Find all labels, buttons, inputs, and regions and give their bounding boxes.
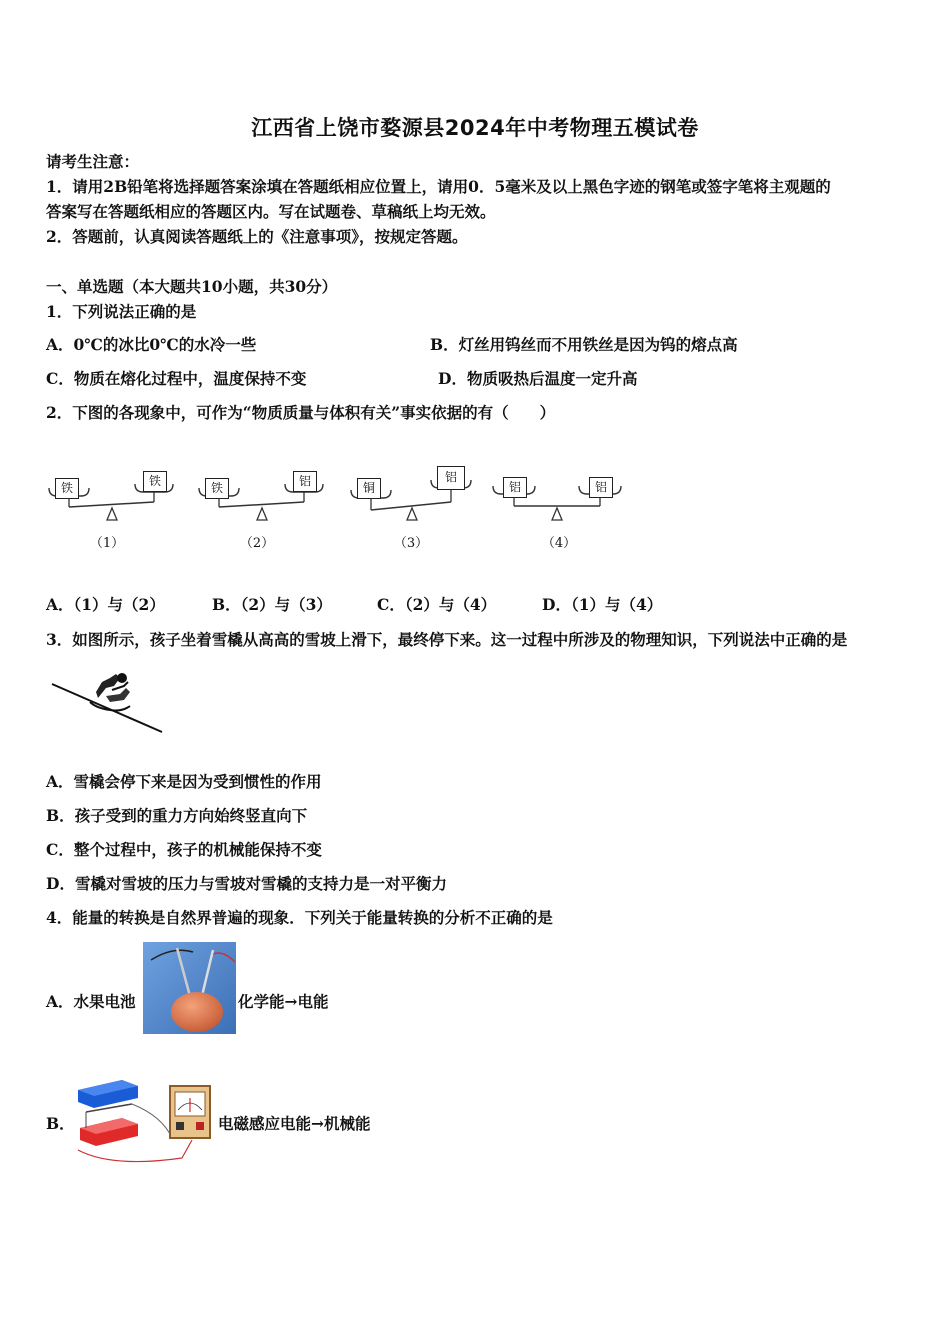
q2-option-b[interactable]: B．（2）与（3） xyxy=(212,595,332,614)
q2-stem: 2．下图的各现象中，可作为“物质质量与体积有关”事实依据的有（ ） xyxy=(46,403,556,422)
balance-figure-4 xyxy=(491,462,631,557)
q3-option-b[interactable]: B．孩子受到的重力方向始终竖直向下 xyxy=(46,806,308,825)
q1-option-d[interactable]: D．物质吸热后温度一定升高 xyxy=(438,369,638,388)
q4-option-b-text: 电磁感应电能→机械能 xyxy=(218,1114,371,1133)
balance-2-left-block: 铁 xyxy=(205,478,229,499)
notice-line-2: 2．答题前，认真阅读答题纸上的《注意事项》，按规定答题。 xyxy=(46,227,468,246)
notice-heading: 请考生注意： xyxy=(46,152,140,171)
q3-option-a[interactable]: A．雪橇会停下来是因为受到惯性的作用 xyxy=(46,772,322,791)
balance-figure-3 xyxy=(345,462,485,557)
q4-option-a-label[interactable]: A．水果电池 xyxy=(46,992,136,1011)
balance-1-caption: （1） xyxy=(89,536,125,551)
q3-option-d[interactable]: D．雪橇对雪坡的压力与雪坡对雪橇的支持力是一对平衡力 xyxy=(46,874,447,893)
q1-option-b[interactable]: B．灯丝用钨丝而不用铁丝是因为钨的熔点高 xyxy=(430,335,738,354)
balance-3-right-block: 铝 xyxy=(437,466,465,490)
q2-option-d[interactable]: D．（1）与（4） xyxy=(542,595,663,614)
q4-option-b-label[interactable]: B． xyxy=(46,1114,75,1133)
balance-3-caption: （3） xyxy=(393,536,429,551)
electromagnetic-induction-illustration xyxy=(72,1076,218,1168)
balance-1-right-block: 铁 xyxy=(143,471,167,492)
balance-1-left-block: 铁 xyxy=(55,478,79,499)
balance-3-left-block: 铜 xyxy=(357,478,381,499)
q2-option-c[interactable]: C．（2）与（4） xyxy=(377,595,497,614)
q3-stem: 3．如图所示，孩子坐着雪橇从高高的雪坡上滑下，最终停下来。这一过程中所涉及的物理知识，下列说法中正确的是 xyxy=(46,630,848,649)
q4-stem: 4．能量的转换是自然界普遍的现象．下列关于能量转换的分析不正确的是 xyxy=(46,908,553,927)
notice-line-1b: 答案写在答题纸相应的答题区内。写在试题卷、草稿纸上均无效。 xyxy=(46,202,496,221)
balance-figure-1 xyxy=(45,462,185,557)
q2-option-a[interactable]: A．（1）与（2） xyxy=(46,595,165,614)
q1-stem: 1．下列说法正确的是 xyxy=(46,302,197,321)
balance-2-right-block: 铝 xyxy=(293,471,317,492)
page-title: 江西省上饶市婺源县2024年中考物理五模试卷 xyxy=(251,116,699,140)
balance-4-right-block: 铝 xyxy=(589,477,613,498)
q1-option-a[interactable]: A．0℃的冰比0℃的水冷一些 xyxy=(46,335,257,354)
notice-line-1: 1．请用2B铅笔将选择题答案涂填在答题纸相应位置上，请用0．5毫米及以上黑色字迹的钢笔或签字笔将主观题的 xyxy=(46,177,831,196)
balance-figure-2 xyxy=(195,462,335,557)
sled-slope-illustration xyxy=(50,668,165,736)
q3-option-c[interactable]: C．整个过程中，孩子的机械能保持不变 xyxy=(46,840,322,859)
balance-4-caption: （4） xyxy=(541,536,577,551)
q1-option-c[interactable]: C．物质在熔化过程中，温度保持不变 xyxy=(46,369,307,388)
section-heading: 一、单选题（本大题共10小题，共30分） xyxy=(46,277,338,296)
balance-2-caption: （2） xyxy=(239,536,275,551)
balance-4-left-block: 铝 xyxy=(503,477,527,498)
fruit-battery-photo xyxy=(143,942,236,1034)
q4-option-a-text: 化学能→电能 xyxy=(238,992,329,1011)
balance-figures xyxy=(45,462,635,557)
